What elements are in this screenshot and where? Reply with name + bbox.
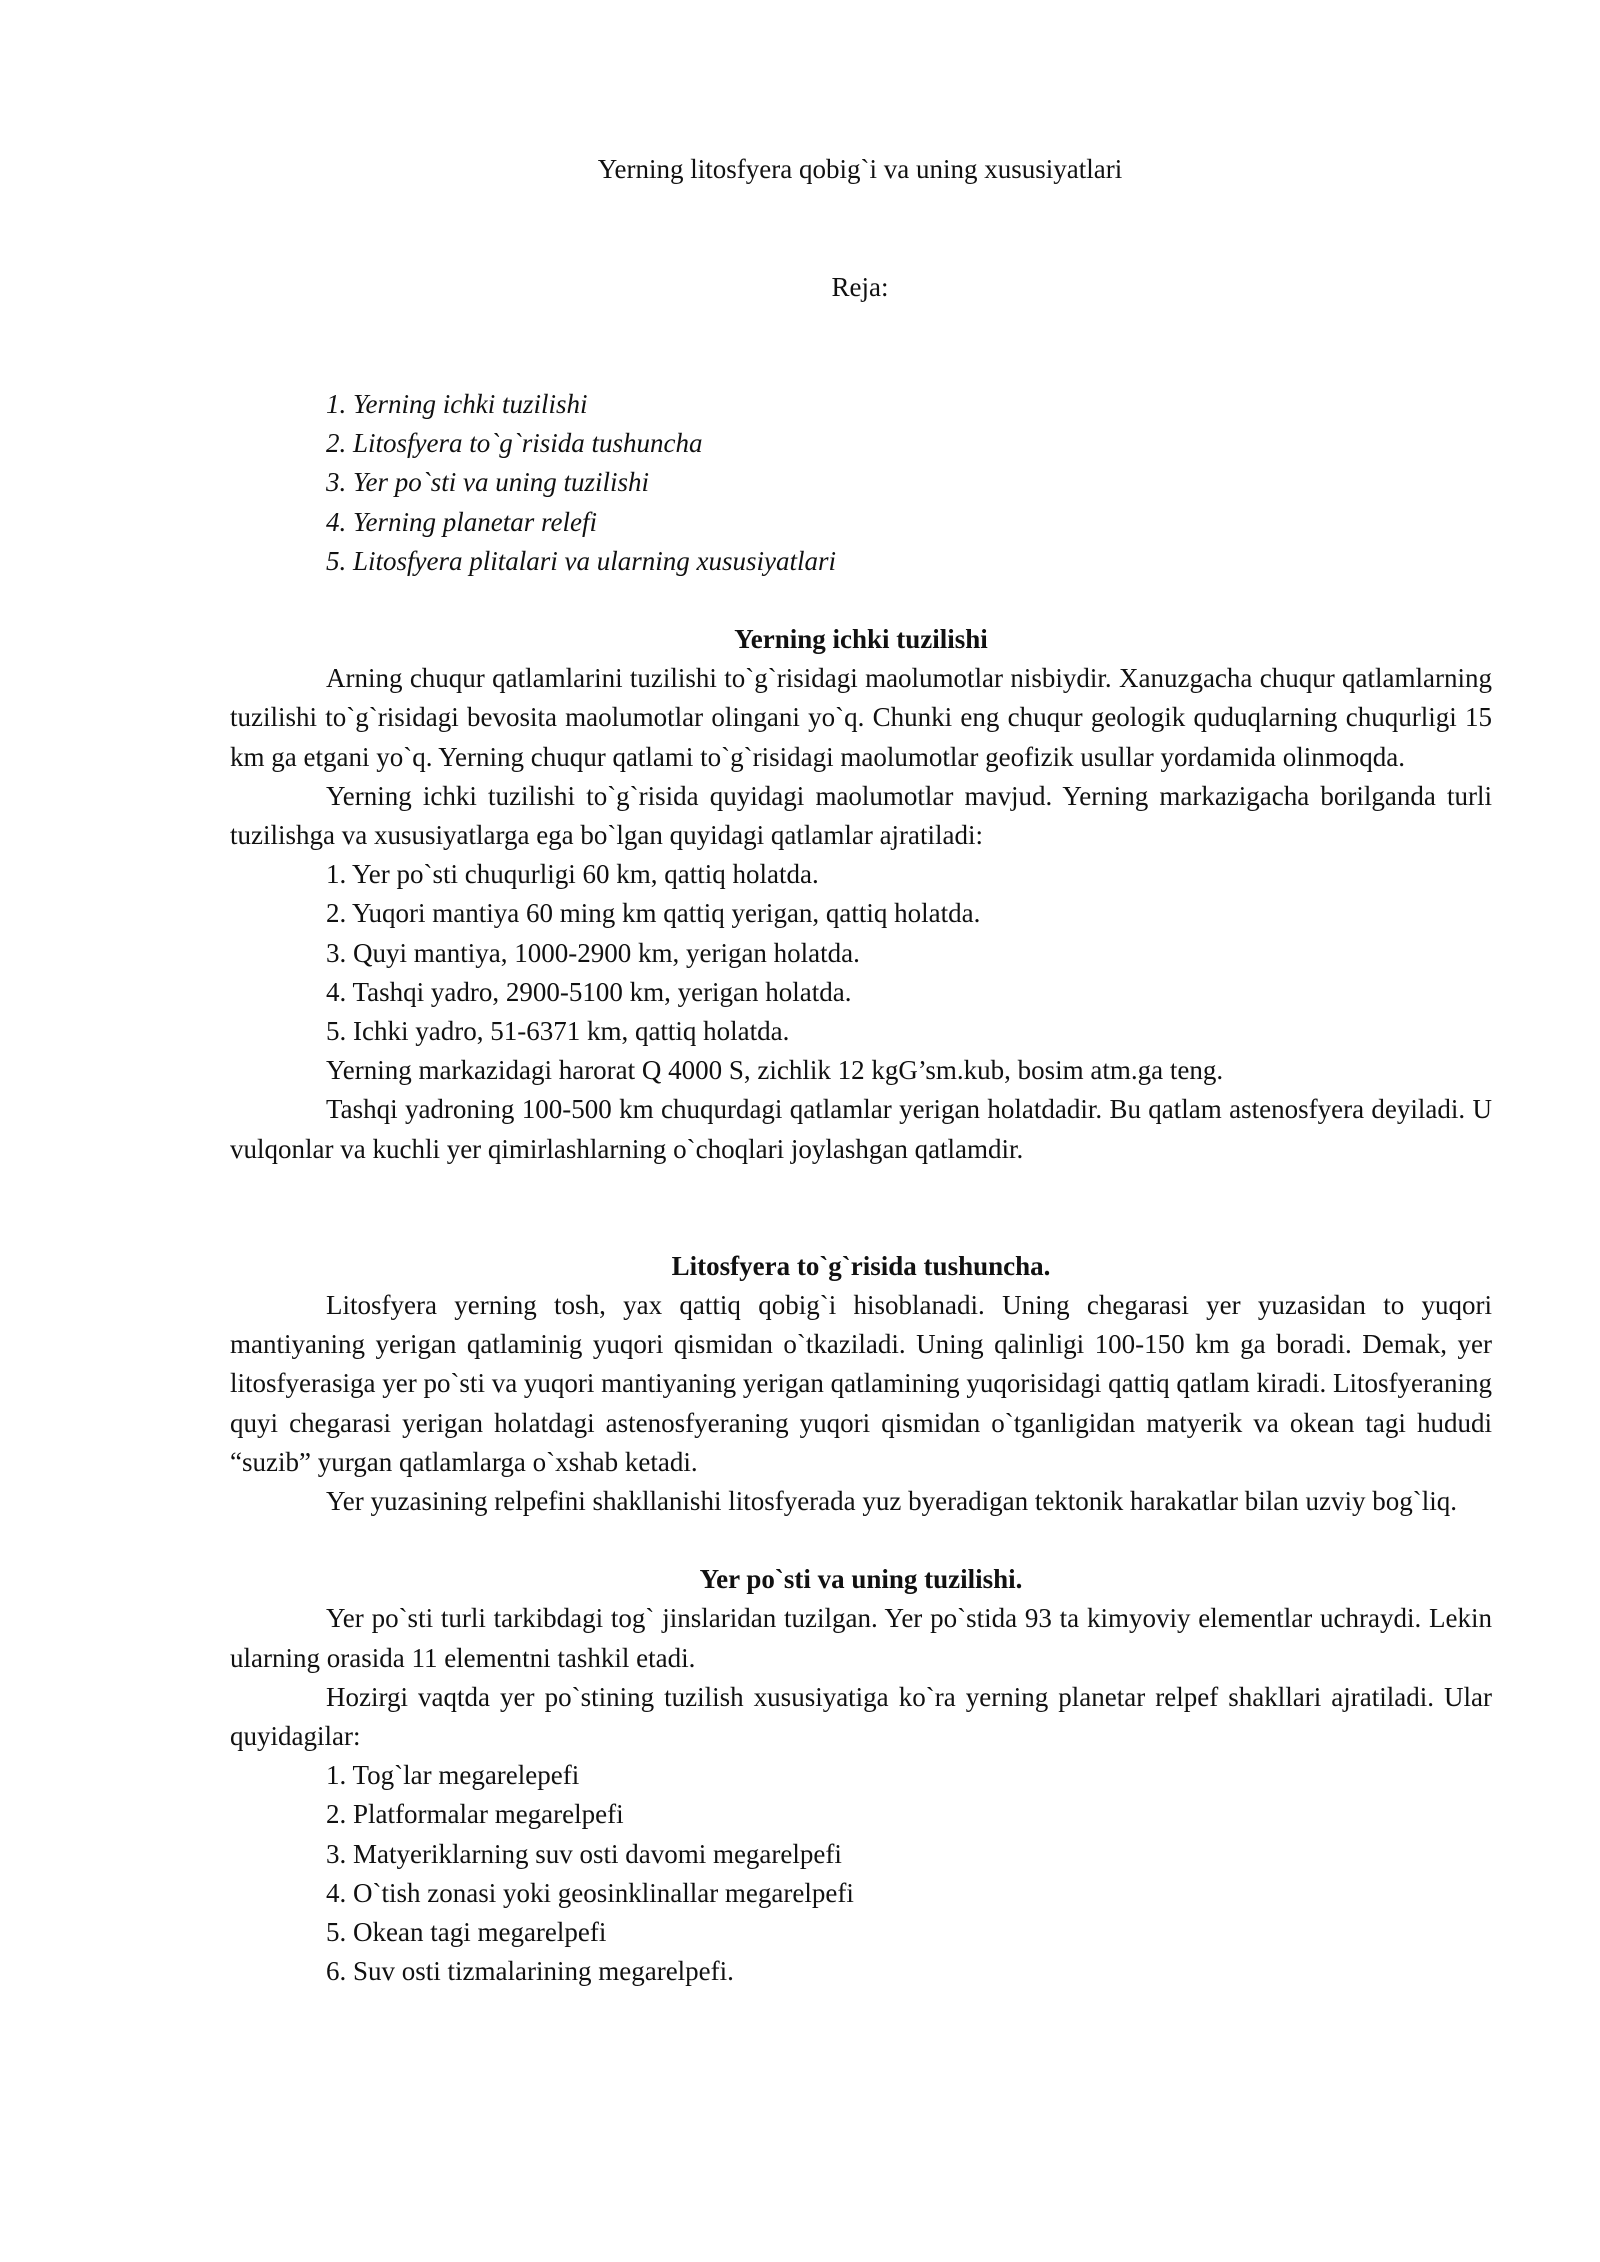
plan-item: 4. Yerning planetar relefi bbox=[326, 506, 598, 537]
list-item: 3. Matyeriklarning suv osti davomi megarelpefi bbox=[326, 1838, 842, 1869]
plan-item: 2. Litosfyera to`g`risida tushuncha bbox=[326, 428, 703, 459]
paragraph: Arning chuqur qatlamlarini tuzilishi to`g`risidagi maolumotlar nisbiydir. Xanuzgacha chuqur qatlamlarning tuzilishi to`g`risidagi bevosita maolumotlar olingani yo`q. Chunki eng chuqur geologik quduqlarning chuqurligi 15 km ga etgani yo`q. Yerning chuqur qatlami to`g`risidagi maolumotlar geofizik usullar yordamida olinmoqda. bbox=[230, 663, 1492, 772]
paragraph: Yerning markazidagi harorat Q 4000 S, zichlik 12 kgG’sm.kub, bosim atm.ga teng. bbox=[326, 1055, 1224, 1086]
document-body bbox=[230, 620, 1492, 1992]
list-item: 6. Suv osti tizmalarining megarelpefi. bbox=[326, 1956, 734, 1987]
list-item: 1. Tog`lar megarelepefi bbox=[326, 1760, 580, 1791]
section-heading: Litosfyera to`g`risida tushuncha. bbox=[671, 1250, 1051, 1281]
list-item: 1. Yer po`sti chuqurligi 60 km, qattiq holatda. bbox=[326, 859, 819, 890]
plan-list bbox=[326, 385, 836, 581]
list-item: 5. Okean tagi megarelpefi bbox=[326, 1917, 607, 1948]
list-item: 2. Yuqori mantiya 60 ming km qattiq yerigan, qattiq holatda. bbox=[326, 898, 981, 929]
list-item: 4. O`tish zonasi yoki geosinklinallar megarelpefi bbox=[326, 1877, 854, 1908]
paragraph: Tashqi yadroning 100-500 km chuqurdagi qatlamlar yerigan holatdadir. Bu qatlam astenosfyera deyiladi. U vulqonlar va kuchli yer qimirlashlarning o`choqlari joylashgan qatlamdir. bbox=[230, 1094, 1492, 1164]
document-title: Yerning litosfyera qobig`i va uning xususiyatlari bbox=[597, 154, 1123, 184]
paragraph: Litosfyera yerning tosh, yax qattiq qobig`i hisoblanadi. Uning chegarasi yer yuzasidan to yuqori mantiyaning yerigan qatlaminig yuqori qismidan o`tkaziladi. Uning qalinligi 100-150 km ga boradi. Demak, yer litosfyerasiga yer po`sti va yuqori mantiyaning yerigan qatlamining yuqorisidagi qattiq qatlam kiradi. Litosfyeraning quyi chegarasi yerigan holatdagi astenosfyeraning yuqori qismidan o`tganligidan matyerik va okean tagi hududi “suzib” yurgan qatlamlarga o`xshab ketadi. bbox=[230, 1290, 1492, 1477]
plan-item: 1. Yerning ichki tuzilishi bbox=[326, 389, 588, 419]
section-heading: Yerning ichki tuzilishi bbox=[734, 624, 988, 654]
section-lithosphere bbox=[230, 1247, 1492, 1521]
plan-label: Reja: bbox=[831, 272, 889, 302]
paragraph: Hozirgi vaqtda yer po`stining tuzilish xususiyatiga ko`ra yerning planetar relpef shakllari ajratiladi. Ular quyidagilar: bbox=[230, 1681, 1492, 1752]
section-heading: Yer po`sti va uning tuzilishi. bbox=[699, 1564, 1023, 1595]
plan-item: 3. Yer po`sti va uning tuzilishi bbox=[326, 467, 650, 498]
section-inner-structure bbox=[230, 620, 1492, 1169]
spacer bbox=[230, 1169, 1492, 1247]
spacer bbox=[230, 1521, 1492, 1560]
paragraph: Yer po`sti turli tarkibdagi tog` jinslaridan tuzilgan. Yer po`stida 93 ta kimyoviy elementlar uchraydi. Lekin ularning orasida 11 elementni tashkil etadi. bbox=[230, 1603, 1492, 1673]
list-item: 4. Tashqi yadro, 2900-5100 km, yerigan holatda. bbox=[326, 976, 852, 1007]
paragraph: Yer yuzasining relpefini shakllanishi litosfyerada yuz byeradigan tektonik harakatlar bilan uzviy bog`liq. bbox=[326, 1486, 1457, 1517]
plan-item: 5. Litosfyera plitalari va ularning xususiyatlari bbox=[326, 545, 837, 576]
section-earth-crust bbox=[230, 1560, 1492, 1991]
list-item: 2. Platformalar megarelpefi bbox=[326, 1799, 624, 1830]
list-item: 5. Ichki yadro, 51-6371 km, qattiq holatda. bbox=[326, 1016, 790, 1047]
list-item: 3. Quyi mantiya, 1000-2900 km, yerigan holatda. bbox=[326, 937, 860, 968]
paragraph: Yerning ichki tuzilishi to`g`risida quyidagi maolumotlar mavjud. Yerning markazigacha borilganda turli tuzilishga va xususiyatlarga ega bo`lgan quyidagi qatlamlar ajratiladi: bbox=[230, 780, 1492, 851]
